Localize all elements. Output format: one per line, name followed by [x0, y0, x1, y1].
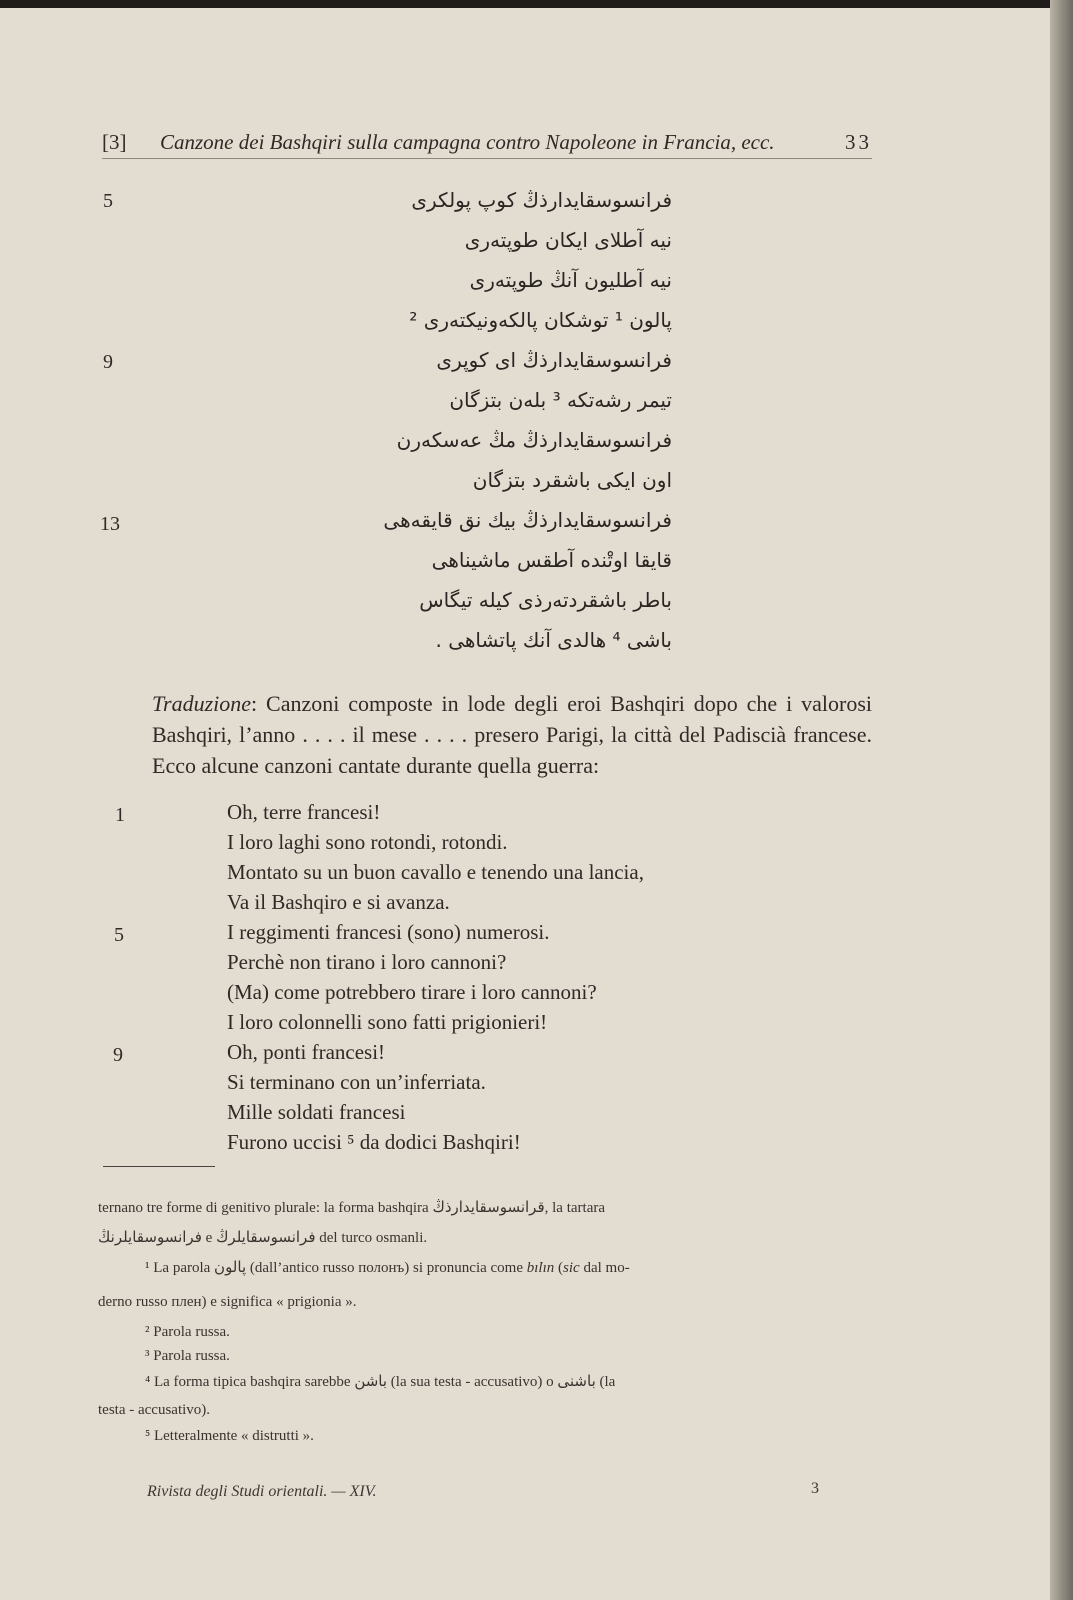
poem-line-number: 9 — [103, 351, 113, 373]
footnote-arabic: باشن — [354, 1372, 388, 1390]
translation-line-number: 9 — [113, 1044, 123, 1066]
footnote-1 — [145, 1258, 630, 1277]
translation-line: Montato su un buon cavallo e tenendo una lancia, — [227, 860, 644, 884]
footnote-text: (la — [599, 1374, 616, 1390]
poem-line: پالون ¹ توشکان پالکه‌ونیکته‌ری ² — [409, 308, 672, 332]
footnote-rule — [103, 1166, 215, 1167]
footnote-text: ¹ La parola — [145, 1260, 211, 1276]
poem-line: فرانسوسقایدارذڭ ای کوپری — [436, 348, 672, 372]
footnote-5: ⁵ Letteralmente « distrutti ». — [145, 1428, 314, 1444]
top-edge — [0, 0, 1073, 8]
page-edge — [1050, 0, 1073, 1600]
translation-line: (Ma) come potrebbero tirare i loro cannoni? — [227, 980, 597, 1004]
poem-line: فرانسوسقایدارذڭ بیك نق قایقه‌هی — [383, 508, 672, 532]
translation-line: Oh, terre francesi! — [227, 800, 381, 824]
translation-line: Furono uccisi ⁵ da dodici Bashqiri! — [227, 1130, 521, 1154]
poem-line: فرانسوسقایدارذڭ مڭ عه‌سکه‌رن — [396, 428, 672, 452]
footnote-text: ( — [558, 1260, 564, 1276]
translation-line: Mille soldati francesi — [227, 1100, 406, 1124]
poem-line: باشی ⁴ هالدی آنك پاتشاهی . — [435, 628, 672, 652]
footnote-text: ternano tre forme di genitivo plurale: la forma bashqira — [98, 1200, 429, 1216]
footnote-arabic: پالون — [214, 1258, 247, 1276]
footnote-italic: sic — [563, 1260, 580, 1276]
footnote-arabic: فرانسوسقایلرنڭ — [98, 1228, 202, 1246]
footnote-4 — [145, 1372, 615, 1391]
poem-line: تیمر رشه‌تکه ³ بله‌ن بتزگان — [449, 388, 672, 412]
footnote-1-cont: derno russo плен) e significa « prigionia ». — [98, 1294, 357, 1310]
footnote-arabic: فرانسوسقایلرڭ — [216, 1228, 316, 1246]
translation-intro-text: : Canzoni composte in lode degli eroi Bashqiri dopo che i valorosi Bashqiri, l’anno . . . . il mese . . . . presero Parigi, la città del Padiscià francese. Ecco alcune canzoni cantate durante quella guerra: — [152, 691, 872, 778]
footnote-text: ⁴ La forma tipica bashqira sarebbe — [145, 1374, 351, 1390]
translation-intro — [152, 688, 872, 781]
footnote-text: del turco osmanli. — [319, 1230, 428, 1246]
footnote-continuation — [98, 1198, 605, 1217]
footnote-text: dal mo- — [583, 1260, 630, 1276]
journal-signature: Rivista degli Studi orientali. — XIV. — [147, 1483, 377, 1500]
poem-line-number: 13 — [100, 513, 120, 535]
gathering-signature: 3 — [811, 1480, 819, 1497]
footnote-arabic: قرانسوسقایدارذڭ — [432, 1198, 545, 1216]
translation-line: Oh, ponti francesi! — [227, 1040, 386, 1064]
book-page — [0, 8, 1062, 1600]
translation-line: Va il Bashqiro e si avanza. — [227, 890, 450, 914]
poem-line-number: 5 — [103, 190, 113, 212]
footnote-text: (la sua testa - accusativo) o — [390, 1374, 554, 1390]
poem-line: نیه آطلیون آنڭ طوپته‌ری — [469, 268, 672, 292]
footnote-arabic: باشنی — [557, 1372, 596, 1390]
poem-line: اون ایکی باشقرد بتزگان — [472, 468, 672, 492]
footnote-text: (dall’antico russo полонъ) si pronuncia come — [249, 1260, 524, 1276]
poem-line: نیه آطلای ایکان طوپته‌ری — [464, 228, 672, 252]
translation-line-number: 5 — [114, 924, 124, 946]
footnote-3: ³ Parola russa. — [145, 1348, 230, 1364]
translation-line: Si terminano con un’inferriata. — [227, 1070, 486, 1094]
footnote-2: ² Parola russa. — [145, 1324, 230, 1340]
footnote-italic: bı̇lın — [526, 1260, 555, 1276]
poem-line: فرانسوسقایدارذڭ کوپ پولکری — [411, 188, 672, 212]
running-head — [102, 126, 872, 159]
translation-line: Perchè non tirano i loro cannoni? — [227, 950, 507, 974]
translation-line: I loro colonnelli sono fatti prigionieri! — [227, 1010, 548, 1034]
translation-line-number: 1 — [115, 804, 125, 826]
page-number: 33 — [845, 130, 872, 154]
section-number: [3] — [102, 130, 127, 154]
footnote-continuation — [98, 1228, 427, 1247]
poem-line: قایقا اوتْنده آطقس ماشیناهی — [431, 548, 672, 572]
running-title: Canzone dei Bashqiri sulla campagna contro Napoleone in Francia, ecc. — [160, 130, 775, 154]
translation-line: I loro laghi sono rotondi, rotondi. — [227, 830, 508, 854]
footnote-4-cont: testa - accusativo). — [98, 1402, 211, 1418]
footnote-text: , la tartara — [544, 1200, 605, 1216]
footnote-text: e — [205, 1230, 213, 1246]
translation-lead: Traduzione — [152, 691, 252, 716]
translation-line: I reggimenti francesi (sono) numerosi. — [227, 920, 550, 944]
poem-line: باطر باشقردته‌رذی کیله تیگاس — [419, 588, 672, 612]
